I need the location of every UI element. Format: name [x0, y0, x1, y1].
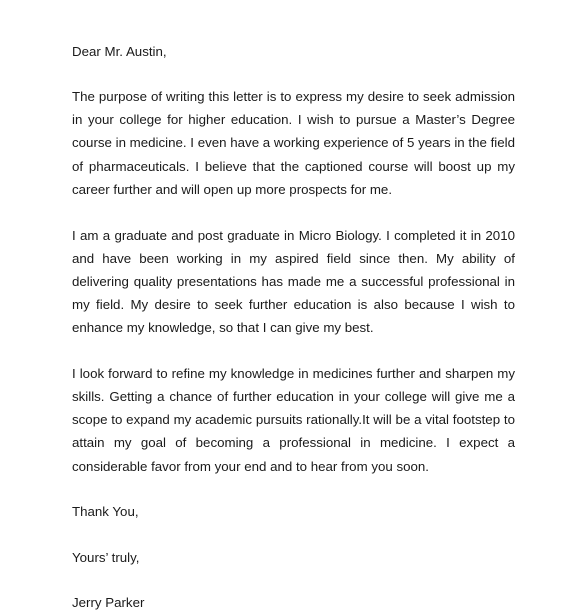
salutation: Dear Mr. Austin, — [72, 44, 167, 59]
closing-line: Thank You, — [72, 504, 139, 520]
signature-name: Jerry Parker — [72, 595, 145, 611]
signoff-line: Yours’ truly, — [72, 549, 140, 565]
paragraph-closing-remarks: I look forward to refine my knowledge in medicines further and sharpen my skills. Getting a chance of further education in your college will give me a scope to expand my academic pursuits rationally.It will be a vital footstep to attain my goal of becoming a professional in medicine. I expect a considerable favor from your end and to hear from you soon. — [72, 365, 515, 474]
paragraph-background: I am a graduate and post graduate in Micro Biology. I completed it in 2010 and have been working in my aspired field since then. My ability of delivering quality presentations has made me a successful professional in my field. My desire to seek further education is also because I wish to enhance my knowledge, so that I can give my best. — [72, 227, 515, 336]
letter-body — [72, 40, 515, 615]
paragraph-purpose: The purpose of writing this letter is to express my desire to seek admission in your college for higher education. I wish to pursue a Master’s Degree course in medicine. I even have a working experience of 5 years in the field of pharmaceuticals. I believe that the captioned course will boost up my career further and will open up more prospects for me. — [72, 89, 515, 197]
